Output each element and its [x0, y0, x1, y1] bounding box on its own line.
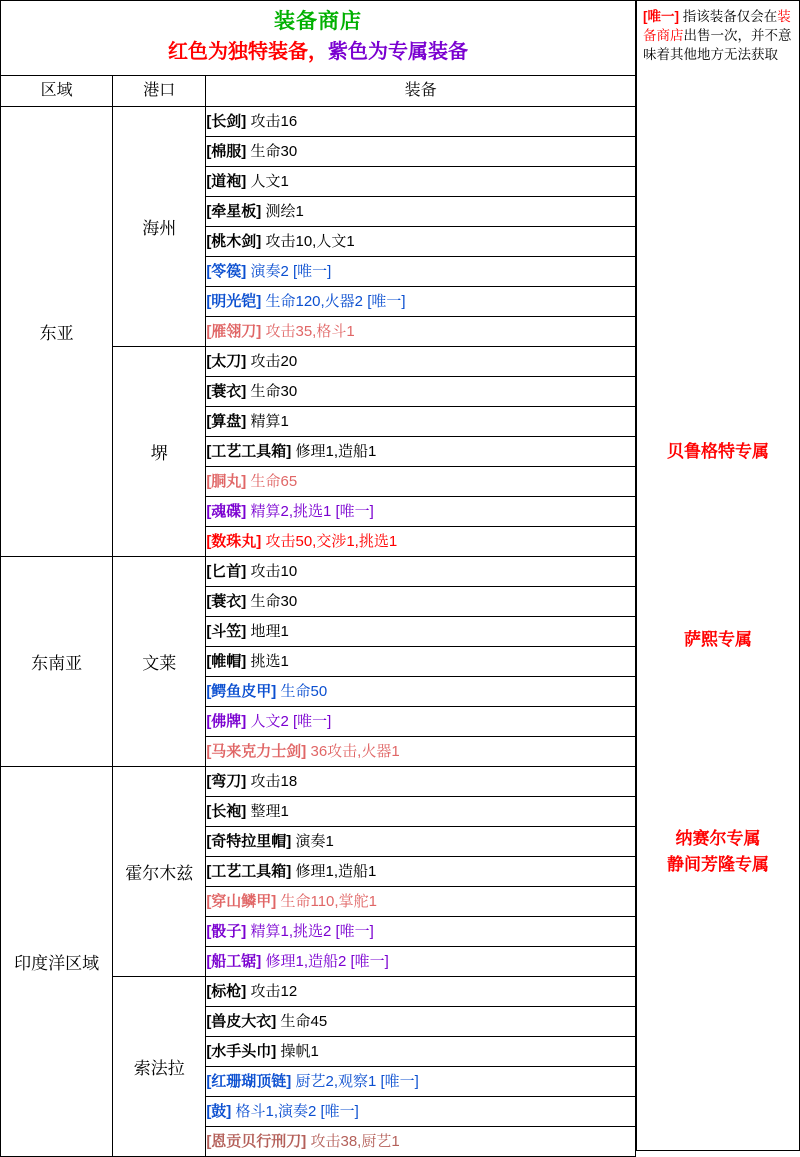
- equipment-name: [鳄鱼皮甲]: [206, 683, 277, 700]
- equipment-name: [标枪]: [206, 983, 247, 1000]
- equipment-name: [穿山鳞甲]: [206, 893, 277, 910]
- equipment-name: [蓑衣]: [206, 383, 247, 400]
- equipment-stats: 攻击20: [250, 353, 298, 370]
- equipment-stats: 人文1: [250, 173, 289, 190]
- side-note: 纳赛尔专属: [675, 829, 761, 848]
- equipment-stats: 人文2 [唯一]: [250, 713, 332, 730]
- equipment-name: [长剑]: [206, 113, 247, 130]
- equipment-name: [道袍]: [206, 173, 247, 190]
- equipment-cell: [206, 887, 636, 917]
- subtitle-unique-note: 红色为独特装备，: [168, 41, 328, 63]
- equipment-stats: 生命45: [280, 1013, 328, 1030]
- equipment-stats: 36攻击,火器1: [310, 743, 400, 760]
- equipment-name: [桃木剑]: [206, 233, 262, 250]
- equipment-stats: 生命30: [250, 383, 298, 400]
- equipment-name: [红珊瑚顶链]: [206, 1073, 292, 1090]
- equipment-cell: [206, 617, 636, 647]
- port-cell: 霍尔木兹: [113, 767, 206, 977]
- equipment-table: [0, 75, 636, 1157]
- equipment-name: [工艺工具箱]: [206, 443, 292, 460]
- equipment-cell: [206, 827, 636, 857]
- equipment-cell: [206, 107, 636, 137]
- equipment-name: [算盘]: [206, 413, 247, 430]
- equipment-cell: [206, 377, 636, 407]
- equipment-stats: 生命110,掌舵1: [280, 893, 377, 910]
- equipment-cell: [206, 1007, 636, 1037]
- equipment-stats: 修理1,造船1: [295, 863, 377, 880]
- port-cell: 堺: [113, 347, 206, 557]
- equipment-cell: [206, 227, 636, 257]
- header-equipment: 装备: [206, 76, 636, 107]
- port-cell: 文莱: [113, 557, 206, 767]
- table-row: [1, 767, 636, 797]
- equipment-stats: 攻击35,格斗1: [265, 323, 355, 340]
- equipment-cell: [206, 347, 636, 377]
- equipment-cell: [206, 797, 636, 827]
- equipment-cell: [206, 1037, 636, 1067]
- region-cell: 印度洋区域: [1, 767, 113, 1157]
- equipment-cell: [206, 557, 636, 587]
- equipment-stats: 精算1: [250, 413, 289, 430]
- equipment-stats: 整理1: [250, 803, 289, 820]
- unique-tag-explanation: [637, 1, 799, 107]
- equipment-name: [工艺工具箱]: [206, 863, 292, 880]
- equipment-stats: 挑选1: [250, 653, 289, 670]
- equipment-stats: 攻击12: [250, 983, 298, 1000]
- side-note: 静间芳隆专属: [667, 855, 769, 874]
- equipment-name: [帷帽]: [206, 653, 247, 670]
- unique-tag-text-1: 指该装备仅会在: [679, 9, 778, 24]
- equipment-name: [弯刀]: [206, 773, 247, 790]
- equipment-cell: [206, 947, 636, 977]
- equipment-cell: [206, 587, 636, 617]
- title-block: [0, 0, 636, 75]
- equipment-name: [长袍]: [206, 803, 247, 820]
- equipment-stats: 测绘1: [265, 203, 304, 220]
- equipment-cell: [206, 197, 636, 227]
- equipment-cell: [206, 257, 636, 287]
- equipment-stats: 修理1,造船2 [唯一]: [265, 953, 389, 970]
- equipment-cell: [206, 407, 636, 437]
- page-title: 装备商店: [274, 10, 362, 33]
- header-region: 区域: [1, 76, 113, 107]
- equipment-cell: [206, 287, 636, 317]
- equipment-cell: [206, 437, 636, 467]
- equipment-cell: [206, 977, 636, 1007]
- equipment-name: [兽皮大衣]: [206, 1013, 277, 1030]
- equipment-cell: [206, 677, 636, 707]
- equipment-cell: [206, 917, 636, 947]
- equipment-stats: 攻击18: [250, 773, 298, 790]
- equipment-cell: [206, 707, 636, 737]
- equipment-name: [水手头巾]: [206, 1043, 277, 1060]
- equipment-stats: 地理1: [250, 623, 289, 640]
- equipment-stats: 生命50: [280, 683, 328, 700]
- equipment-cell: [206, 737, 636, 767]
- equipment-name: [胴丸]: [206, 473, 247, 490]
- equipment-name: [匕首]: [206, 563, 247, 580]
- equipment-name: [数珠丸]: [206, 533, 262, 550]
- equipment-cell: [206, 1067, 636, 1097]
- equipment-name: [马来克力士剑]: [206, 743, 307, 760]
- port-cell: 索法拉: [113, 977, 206, 1157]
- region-cell: 东亚: [1, 107, 113, 557]
- unique-tag-text-2: 出售一次，并不意味着其他地方无法获取: [643, 28, 792, 62]
- table-row: [1, 107, 636, 137]
- equipment-name: [鼓]: [206, 1103, 232, 1120]
- subtitle-exclusive-note: 紫色为专属装备: [328, 41, 468, 63]
- equipment-cell: [206, 137, 636, 167]
- equipment-name: [佛牌]: [206, 713, 247, 730]
- unique-tag-highlight: 装备商店: [643, 9, 791, 43]
- equipment-stats: 厨艺2,观察1 [唯一]: [295, 1073, 419, 1090]
- equipment-stats: 生命65: [250, 473, 298, 490]
- equipment-stats: 操帆1: [280, 1043, 319, 1060]
- equipment-cell: [206, 527, 636, 557]
- equipment-name: [魂碟]: [206, 503, 247, 520]
- equipment-stats: 生命30: [250, 593, 298, 610]
- equipment-stats: 攻击38,厨艺1: [310, 1133, 400, 1150]
- equipment-cell: [206, 1127, 636, 1157]
- equipment-name: [斗笠]: [206, 623, 247, 640]
- equipment-cell: [206, 317, 636, 347]
- equipment-stats: 演奏1: [295, 833, 334, 850]
- equipment-cell: [206, 467, 636, 497]
- unique-tag-label: [唯一]: [643, 9, 679, 24]
- equipment-stats: 攻击50,交涉1,挑选1: [265, 533, 398, 550]
- equipment-stats: 精算1,挑选2 [唯一]: [250, 923, 374, 940]
- equipment-stats: 攻击10,人文1: [265, 233, 355, 250]
- equipment-stats: 攻击10: [250, 563, 298, 580]
- equipment-name: [恩贡贝行刑刀]: [206, 1133, 307, 1150]
- equipment-name: [雁翎刀]: [206, 323, 262, 340]
- equipment-name: [蓑衣]: [206, 593, 247, 610]
- equipment-cell: [206, 1097, 636, 1127]
- region-cell: 东南亚: [1, 557, 113, 767]
- side-note: 萨熙专属: [684, 630, 752, 649]
- notes-column: [636, 0, 800, 1151]
- equipment-name: [明光铠]: [206, 293, 262, 310]
- page-subtitle: [1, 37, 635, 67]
- equipment-name: [牵星板]: [206, 203, 262, 220]
- equipment-stats: 演奏2 [唯一]: [250, 263, 332, 280]
- equipment-stats: 生命120,火器2 [唯一]: [265, 293, 406, 310]
- side-notes-area: [637, 107, 799, 1150]
- equipment-stats: 攻击16: [250, 113, 298, 130]
- side-note: 贝鲁格特专属: [667, 442, 769, 461]
- equipment-cell: [206, 857, 636, 887]
- equipment-stats: 格斗1,演奏2 [唯一]: [235, 1103, 359, 1120]
- table-row: [1, 557, 636, 587]
- equipment-name: [奇特拉里帽]: [206, 833, 292, 850]
- equipment-name: [骰子]: [206, 923, 247, 940]
- equipment-name: [笭篌]: [206, 263, 247, 280]
- header-port: 港口: [113, 76, 206, 107]
- equipment-name: [棉服]: [206, 143, 247, 160]
- equipment-cell: [206, 647, 636, 677]
- equipment-stats: 生命30: [250, 143, 298, 160]
- equipment-stats: 修理1,造船1: [295, 443, 377, 460]
- equipment-name: [太刀]: [206, 353, 247, 370]
- equipment-cell: [206, 767, 636, 797]
- equipment-stats: 精算2,挑选1 [唯一]: [250, 503, 374, 520]
- equipment-cell: [206, 167, 636, 197]
- table-header-row: [1, 76, 636, 107]
- equipment-name: [船工锯]: [206, 953, 262, 970]
- port-cell: 海州: [113, 107, 206, 347]
- equipment-cell: [206, 497, 636, 527]
